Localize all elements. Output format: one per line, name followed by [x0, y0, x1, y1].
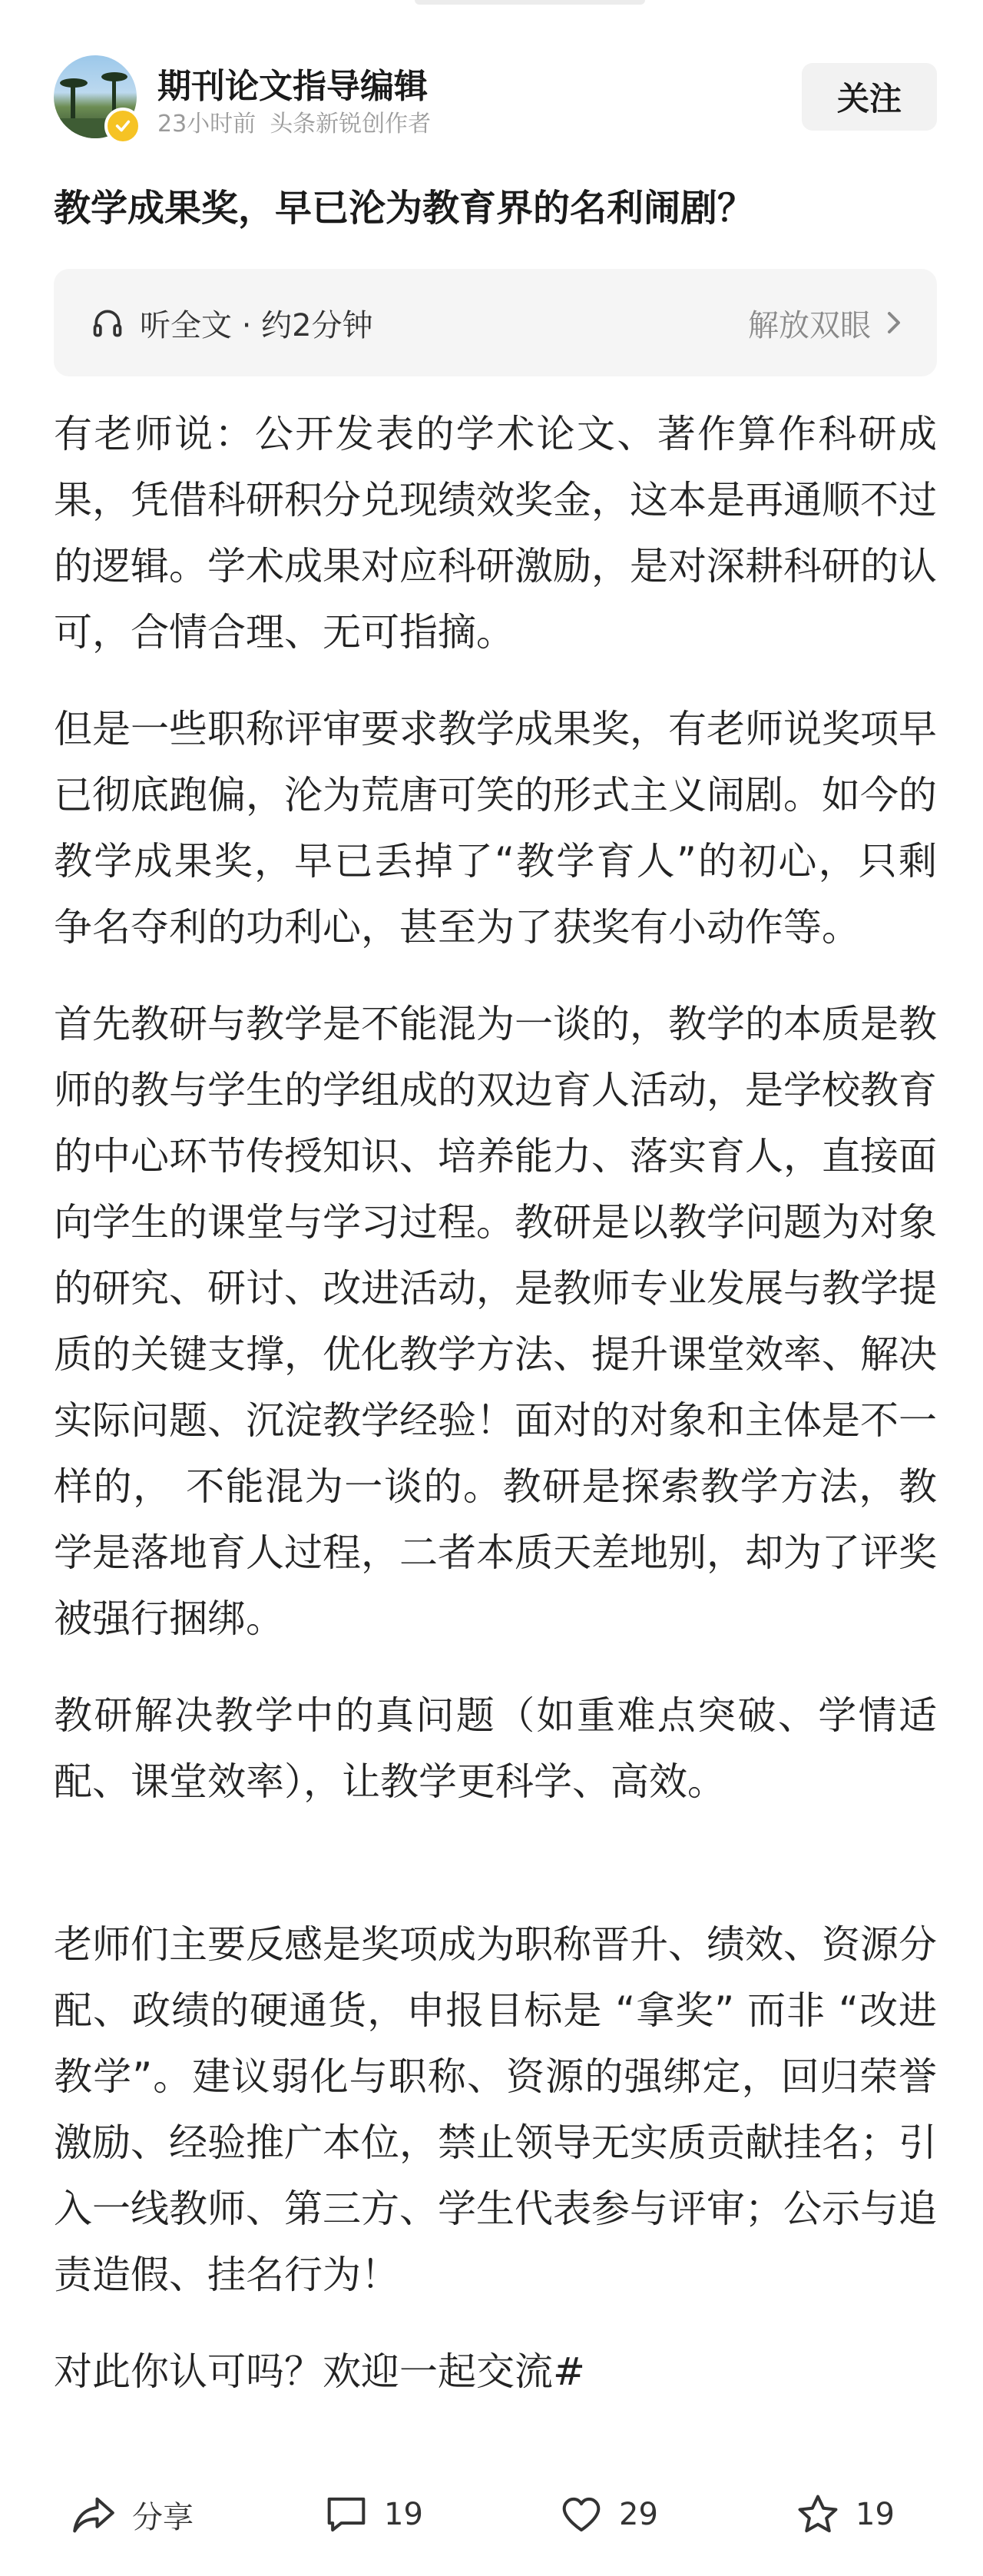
- paragraph: 首先教研与教学是不能混为一谈的，教学的本质是教师的教与学生的学组成的双边育人活动，是学校教育的中心环节传授知识、培养能力、落实育人，直接面向学生的课堂与学习过程。教研是以教学问题为对象的研究、研讨、改进活动，是教师专业发展与教学提质的关键支撑，优化教学方法、提升课堂效率、解决实际问题、沉淀教学经验！面对的对象和主体是不一样的， 不能混为一谈的。教研是探索教学方法，教学是落地育人过程，二者本质天差地别，却为了评奖被强行捆绑。: [54, 1002, 937, 1641]
- top-handle: [415, 0, 645, 5]
- article-title: 教学成果奖，早已沦为教育界的名利闹剧？: [54, 187, 755, 230]
- comment-icon: [324, 2494, 369, 2535]
- verified-badge-icon: [104, 108, 141, 144]
- like-button[interactable]: [559, 2472, 658, 2557]
- share-label: 分享: [132, 2499, 194, 2535]
- favorite-count: 19: [856, 2497, 895, 2532]
- follow-button[interactable]: 关注: [802, 63, 937, 131]
- free-eyes-link[interactable]: [748, 269, 903, 376]
- article-body: [54, 401, 937, 2435]
- paragraph: 但是一些职称评审要求教学成果奖，有老师说奖项早已彻底跑偏，沦为荒唐可笑的形式主义闹剧。如今的教学成果奖，早已丢掉了“教学育人”的初心，只剩争名夺利的功利心，甚至为了获奖有小动作等。: [54, 707, 937, 950]
- share-icon: [71, 2494, 117, 2535]
- author-name[interactable]: 期刊论文指导编辑: [157, 67, 428, 106]
- share-button[interactable]: [71, 2472, 194, 2557]
- paragraph: 老师们主要反感是奖项成为职称晋升、绩效、资源分配、政绩的硬通货，申报目标是 “拿奖” 而非 “改进教学”。建议弱化与职称、资源的强绑定，回归荣誉激励、经验推广本位，禁止领导无实质贡献挂名；引入一线教师、第三方、学生代表参与评审；公示与追责造假、挂名行为！: [54, 1922, 937, 2297]
- post-time: 23小时前: [157, 111, 257, 138]
- favorite-button[interactable]: [796, 2472, 895, 2557]
- heart-icon: [559, 2494, 604, 2535]
- listen-label: 听全文 · 约2分钟: [140, 307, 373, 343]
- action-bar: [0, 2472, 983, 2557]
- paragraph: 有老师说：公开发表的学术论文、著作算作科研成果，凭借科研积分兑现绩效奖金，这本是再通顺不过的逻辑。学术成果对应科研激励，是对深耕科研的认可，合情合理、无可指摘。: [54, 412, 937, 655]
- listen-bar[interactable]: [54, 269, 937, 376]
- listen-full-text[interactable]: [91, 269, 373, 376]
- comment-button[interactable]: [324, 2472, 423, 2557]
- star-icon: [796, 2493, 840, 2536]
- author-tag: 头条新锐创作者: [270, 111, 432, 138]
- chevron-right-icon: [885, 310, 903, 335]
- article-header: [54, 55, 937, 141]
- headphones-icon: [91, 306, 124, 340]
- paragraph: 教研解决教学中的真问题（如重难点突破、学情适配、课堂效率），让教学更科学、高效。: [54, 1693, 937, 1804]
- paragraph: 对此你认可吗？欢迎一起交流#: [54, 2349, 585, 2394]
- comment-count: 19: [384, 2497, 423, 2532]
- free-eyes-label: 解放双眼: [748, 307, 871, 343]
- like-count: 29: [619, 2497, 658, 2532]
- author-meta: [157, 104, 445, 138]
